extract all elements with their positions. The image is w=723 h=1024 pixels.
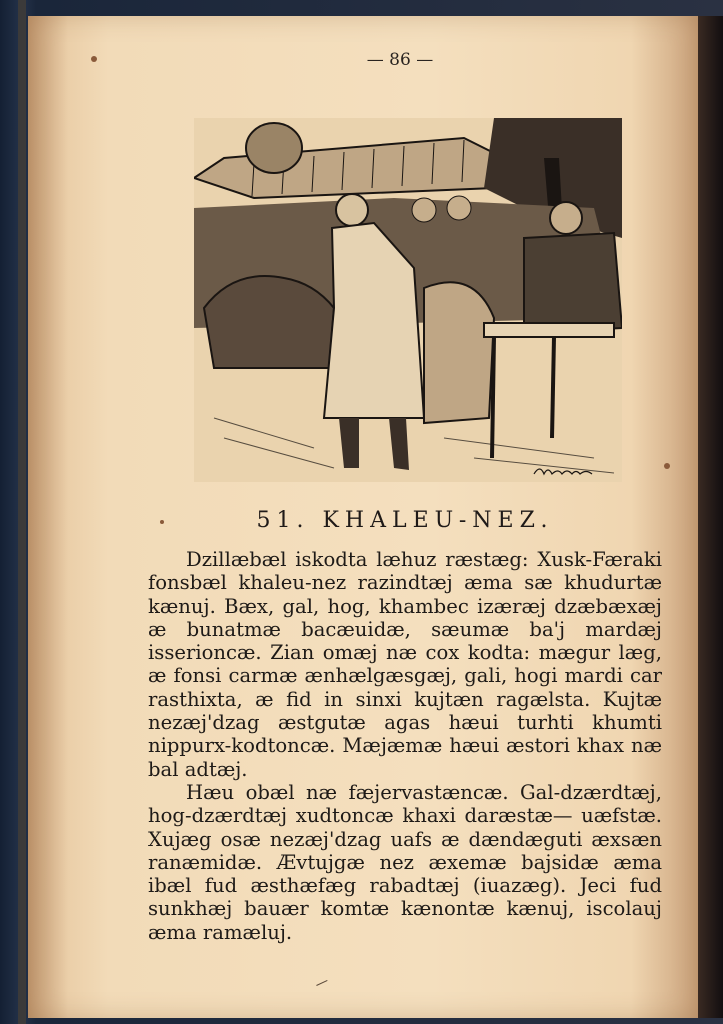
- paragraph-1: Dzillæbæl iskodta læhuz ræstæg: Xusk-Færaki fonsbæl khaleu-nez razindtæj æma sæ khudurtæ kænuj. Bæx, gal, hog, khambec izæræj dzæbæxæj æ bunatmæ bacæuidæ, sæumæ ba'j mardæj isserioncæ. Zian omæj næ cox kodta: mægur læg, æ fonsi carmæ ænhælgæsgæj, gali, hogi mardi car rasthixta, æ fid in sinxi kujtæn ragælsta. Kujtæ nezæj'dzag æstgutæ agas hæui turhti khumti nippurx-kodtoncæ. Mæjæmæ hæui æstori khax næ bal adtæj.: [148, 548, 662, 781]
- chapter-title: 51. KHALEU-NEZ.: [256, 508, 554, 533]
- paper-spot: [91, 56, 97, 62]
- market-scene-illustration: [194, 118, 622, 482]
- page-number: — 86 —: [366, 50, 434, 70]
- body-text: [148, 548, 662, 944]
- book-spine-edge: [18, 0, 26, 1024]
- page-gutter-shadow: [28, 16, 68, 1018]
- paragraph-2: Hæu obæl næ fæjervastæncæ. Gal-dzærdtæj, hog-dzærdtæj xudtoncæ khaxi daræstæ— uæfstæ. Xujæg osæ nezæj'dzag uafs æ dændæguti æxsæn ranæmidæ. Ævtujgæ nez æxemæ bajsidæ æma ibæl fud æsthæfæg rabadtæj (iuazæg). Jeci fud sunkhæj bauær komtæ kænontæ kænuj, iscolauj æma ramæluj.: [148, 780, 662, 944]
- page-right-edge: [698, 16, 723, 1018]
- paper-spot: [664, 463, 670, 469]
